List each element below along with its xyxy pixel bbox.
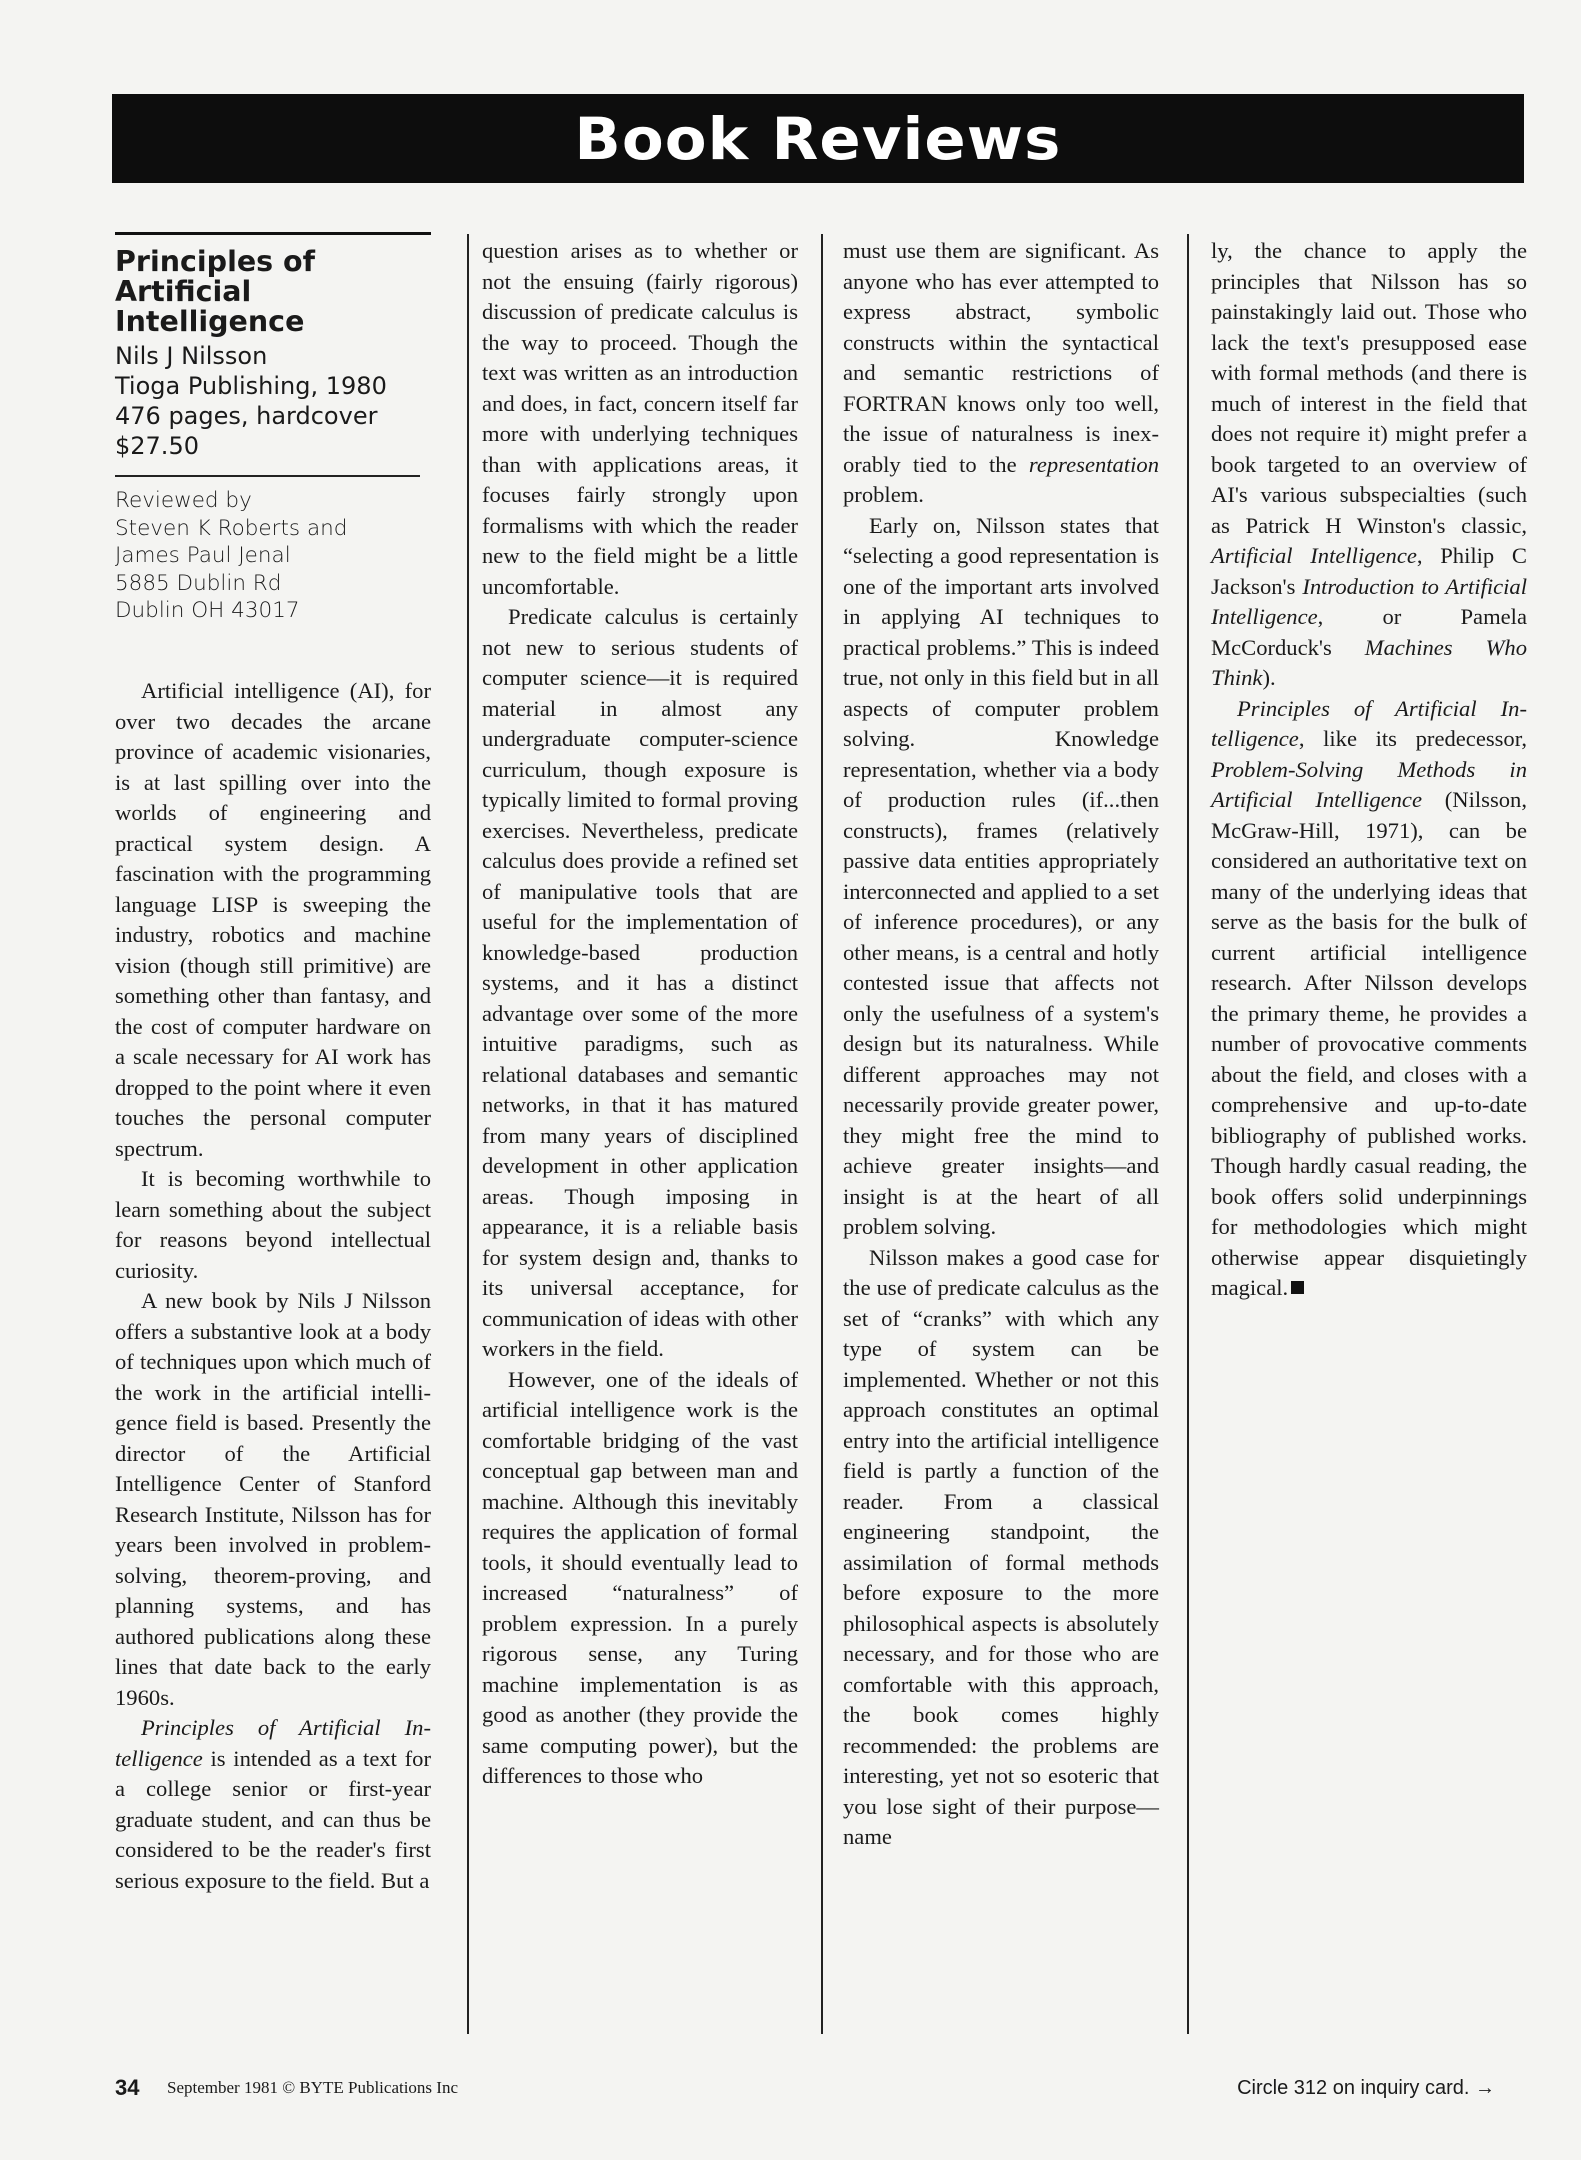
paragraph-text: problem. bbox=[843, 482, 924, 507]
paragraph bbox=[1211, 694, 1527, 1304]
paragraph: A new book by Nils J Nilsson offers a substantive look at a body of techniques upon which much of the work in the artificial intelligence field is based. Presently the director of the Artificial Intelligence Center of Stanford Research Institute, Nilsson has for years been involved in problem-solving, theorem-proving, and planning systems, and has authored publications along these lines that date back to the early 1960s. bbox=[115, 1288, 431, 1710]
paragraph-text: must use them are significant. As anyone who has ever attempted to express abstract, symbolic constructs within the syntactical and semantic restrictions of FORTRAN knows only too well, the issue of naturalness is inexorably tied to the bbox=[843, 238, 1159, 477]
paragraph-text: ). bbox=[1262, 665, 1276, 690]
paragraph: It is becoming worthwhile to learn something about the subject for reasons beyond intellectual curiosity. bbox=[115, 1166, 431, 1283]
paragraph bbox=[115, 1713, 431, 1896]
page-number: 34 bbox=[115, 2075, 140, 2100]
paragraph: question arises as to whether or not the ensuing (fairly rigorous) discussion of predicate calculus is the way to proceed. Though the text was written as an introduction and does, in fact, concern itself far more with underlying techniques than with applications areas, it focuses fairly strongly upon formalisms with which the reader new to the field might be a little uncomfortable. bbox=[482, 238, 798, 599]
book-author: Nils J Nilsson bbox=[115, 342, 268, 370]
paragraph-text: (Nilsson, McGraw-Hill, 1971), can be considered an authoritative text on many of the underlying ideas that serve as the basis for the bulk of current artificial intelligence research. After Nilsson develops the primary theme, he provides a number of provocative comments about the field, and closes with a comprehensive and up-to-date bibliography of published works. Though hardly casual reading, the book offers solid underpinnings for methodologies which might otherwise appear disquietingly magical. bbox=[1211, 787, 1527, 1300]
book-title-ref: Introduction to Artificial Intelligence bbox=[1211, 573, 1527, 629]
divider-rule bbox=[115, 475, 420, 477]
paragraph-text: , like its predecessor, bbox=[1298, 726, 1527, 751]
book-publisher: Tioga Publishing, 1980 bbox=[115, 372, 387, 400]
paragraph-text: ly, the chance to apply the principles that Nilsson has so painstakingly laid out. Those who lack the text's presupposed ease with formal methods (and there is much of interest in the field that does not require it) might prefer a book targeted to an overview of AI's various subspecialties (such as Patrick H Winston's classic, bbox=[1211, 238, 1527, 538]
column-divider bbox=[1187, 234, 1189, 2034]
book-title-ref: Machines Who Think bbox=[1211, 634, 1527, 690]
paragraph: Early on, Nilsson states that “selecting a good representation is one of the important arts involved in applying AI techniques to practical problems.” This is indeed true, not only in this field but in all aspects of computer problem solving. Knowledge representation, whether via a body of production rules (if...then constructs), frames (relatively passive data entities appropriately interconnected and applied to a set of inference procedures), or any other means, is a central and hotly contested issue that affects not only the usefulness of a system's design but its naturalness. While different approaches may not necessarily provide greater power, they might free the mind to achieve greater insights—and insight is at the heart of all problem solving. bbox=[843, 512, 1159, 1239]
paragraph: Predicate calculus is certainly not new to serious students of computer science—it is required material in almost any undergraduate computer-science curriculum, though exposure is typically limited to formal proving exercises. Nevertheless, predicate calculus does provide a refined set of manipulative tools that are useful for the implementation of knowledge-based production systems, and it has a distinct advantage over some of the more intuitive paradigms, such as relational databases and semantic networks, in that it has matured from many years of disciplined development in other application areas. Though imposing in appearance, it is a reliable basis for system design and, thanks to its universal acceptance, for communication of ideas with other workers in the field. bbox=[482, 604, 798, 1361]
section-title: Book Reviews bbox=[574, 104, 1062, 173]
book-price: $27.50 bbox=[115, 432, 199, 460]
top-rule bbox=[115, 232, 431, 235]
book-title-line: Principles of bbox=[115, 245, 316, 278]
reviewer-names: Steven K Roberts and bbox=[115, 515, 348, 541]
book-title-ref: Principles of Artificial Intelligence bbox=[1211, 695, 1527, 751]
article-column-2 bbox=[482, 236, 798, 1792]
reviewer-address-city: Dublin OH 43017 bbox=[115, 598, 300, 623]
column-divider bbox=[821, 234, 823, 2034]
paragraph: Artificial intelligence (AI), for over two decades the arcane province of academic visionaries, is at last spilling over into the worlds of engineering and practical system design. A fascination with the programming language LISP is sweeping the industry, robotics and machine vision (though still primitive) are something other than fantasy, and the cost of computer hardware on a scale necessary for AI work has dropped to the point where it even touches the personal computer spectrum. bbox=[115, 678, 431, 1161]
end-mark-icon bbox=[1291, 1281, 1304, 1294]
paragraph-text: , Philip C Jackson's bbox=[1211, 543, 1527, 599]
book-title-ref: Principles of Artificial Intelligence bbox=[115, 1715, 431, 1771]
paragraph-text: is intended as a text for a college senior or first-year graduate student, and can thus be considered to be the reader's first serious exposure to the field. But a bbox=[115, 1745, 431, 1893]
book-title bbox=[115, 247, 431, 337]
paragraph: Nilsson makes a good case for the use of predicate calculus as the set of “cranks” with which any type of system can be implemented. Whether or not this approach constitutes an optimal entry into the artificial intelligence field is partly a function of the reader. From a classical engineering standpoint, the assimilation of formal methods before exposure to the more philosophical aspects is absolutely necessary, and for those who are comfortable with this approach, the book comes highly recommended: the problems are interesting, yet not so esoteric that you lose sight of their purpose—name bbox=[843, 1244, 1159, 1849]
book-title-line: Intelligence bbox=[115, 305, 305, 338]
reviewer-address-street: 5885 Dublin Rd bbox=[115, 570, 282, 596]
column-divider bbox=[467, 234, 469, 2034]
section-banner bbox=[112, 94, 1524, 183]
article-column-4 bbox=[1211, 236, 1527, 1304]
book-pages: 476 pages, hardcover bbox=[115, 402, 378, 430]
article-column-3 bbox=[843, 236, 1159, 1853]
reviewed-by-label: Reviewed by bbox=[115, 488, 252, 513]
paragraph: However, one of the ideals of artificial intelligence work is the comfortable bridging of the vast conceptual gap between man and machine. Although this inevitably requires the application of formal tools, it should eventually lead to increased “naturalness” of problem expression. In a purely rigorous sense, any Turing machine implementation is as good as another (they provide the same computing power), but the differences to those who bbox=[482, 1366, 798, 1788]
publication-info: September 1981 © BYTE Publications Inc bbox=[167, 2078, 459, 2097]
reviewer-names-2: James Paul Jenal bbox=[115, 543, 291, 568]
article-column-1 bbox=[115, 676, 431, 1896]
paragraph-text: , or Pamela McCorduck's bbox=[1211, 604, 1527, 660]
paragraph bbox=[843, 236, 1159, 511]
inquiry-note: Circle 312 on inquiry card. → bbox=[1237, 2077, 1495, 2099]
emphasis: representation bbox=[1028, 451, 1159, 477]
book-title-ref: Artificial Intelligence bbox=[1211, 543, 1417, 568]
paragraph bbox=[1211, 236, 1527, 694]
book-title-line: Artificial bbox=[115, 275, 252, 308]
book-title-ref: Problem-Solving Methods in Artificial Intelligence bbox=[1211, 756, 1527, 812]
book-info-box bbox=[115, 232, 431, 625]
